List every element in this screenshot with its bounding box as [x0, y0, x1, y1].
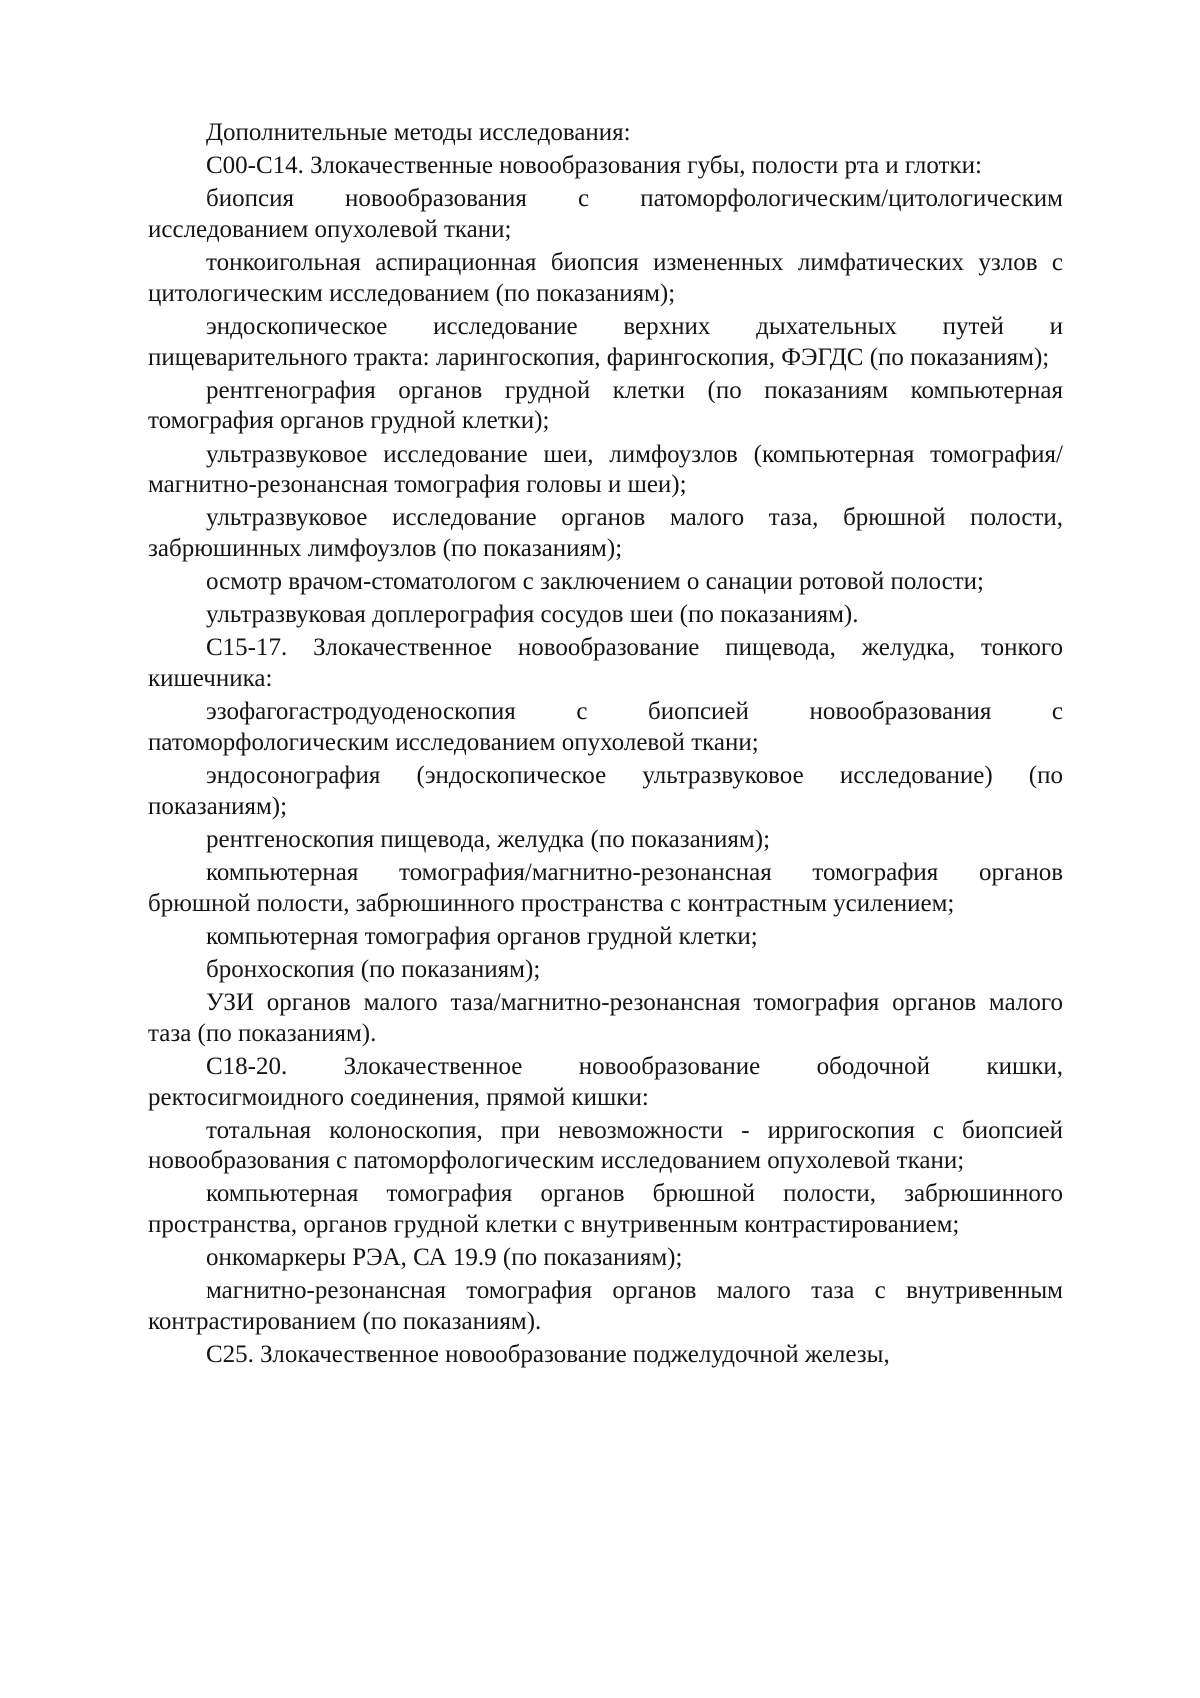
method-item: ультразвуковое исследование органов малого таза, брюшной полости, забрюшинных лимфоузлов (по показаниям);	[148, 504, 1063, 562]
method-item: компьютерная томография/магнитно-резонансная томография органов брюшной полости, забрюшинного пространства с контрастным усилением;	[148, 858, 1063, 917]
method-item: УЗИ органов малого таза/магнитно-резонансная томография органов малого таза (по показаниям).	[148, 989, 1063, 1047]
method-item: бронхоскопия (по показаниям);	[206, 955, 541, 983]
method-item: рентгенография органов грудной клетки (по показаниям компьютерная томография органов грудной клетки);	[148, 376, 1063, 435]
diagnosis-group-heading: С00-С14. Злокачественные новообразования губы, полости рта и глотки:	[206, 152, 982, 180]
method-item: рентгеноскопия пищевода, желудка (по показаниям);	[206, 825, 771, 853]
method-item: ультразвуковое исследование шеи, лимфоузлов (компьютерная томография/магнитно-резонансная томография головы и шеи);	[148, 440, 1063, 499]
method-item: ультразвуковая доплерография сосудов шеи (по показаниям).	[206, 601, 859, 629]
method-item: эндоскопическое исследование верхних дыхательных путей и пищеварительного тракта: ларингоскопия, фарингоскопия, ФЭГДС (по показаниям);	[148, 312, 1063, 371]
method-item: компьютерная томография органов грудной клетки;	[206, 922, 758, 950]
section-heading: Дополнительные методы исследования:	[206, 119, 631, 146]
method-item: тонкоигольная аспирационная биопсия измененных лимфатических узлов с цитологическим исследованием (по показаниям);	[148, 249, 1063, 307]
diagnosis-group-heading: С15-17. Злокачественное новообразование пищевода, желудка, тонкого кишечника:	[148, 634, 1063, 693]
document-page	[148, 118, 1063, 1373]
method-item: онкомаркеры РЭА, СА 19.9 (по показаниям);	[206, 1244, 683, 1272]
method-item: магнитно-резонансная томография органов малого таза с внутривенным контрастированием (по показаниям).	[148, 1277, 1063, 1336]
method-item: биопсия новообразования с патоморфологическим/цитологическим исследованием опухолевой ткани;	[148, 185, 1063, 243]
method-item: эндосонография (эндоскопическое ультразвуковое исследование) (по показаниям);	[148, 762, 1063, 820]
diagnosis-group-heading: С25. Злокачественное новообразование поджелудочной железы,	[206, 1341, 890, 1369]
method-item: осмотр врачом-стоматологом с заключением о санации ротовой полости;	[206, 568, 985, 596]
method-item: компьютерная томография органов брюшной полости, забрюшинного пространства, органов грудной клетки с внутривенным контрастированием;	[148, 1180, 1063, 1239]
diagnosis-group-heading: С18-20. Злокачественное новообразование ободочной кишки, ректосигмоидного соединения, прямой кишки:	[148, 1052, 1063, 1111]
method-item: эзофагогастродуоденоскопия с биопсией новообразования с патоморфологическим исследованием опухолевой ткани;	[148, 698, 1063, 756]
method-item: тотальная колоноскопия, при невозможности - ирригоскопия с биопсией новообразования с патоморфологическим исследованием опухолевой ткани;	[148, 1116, 1063, 1175]
